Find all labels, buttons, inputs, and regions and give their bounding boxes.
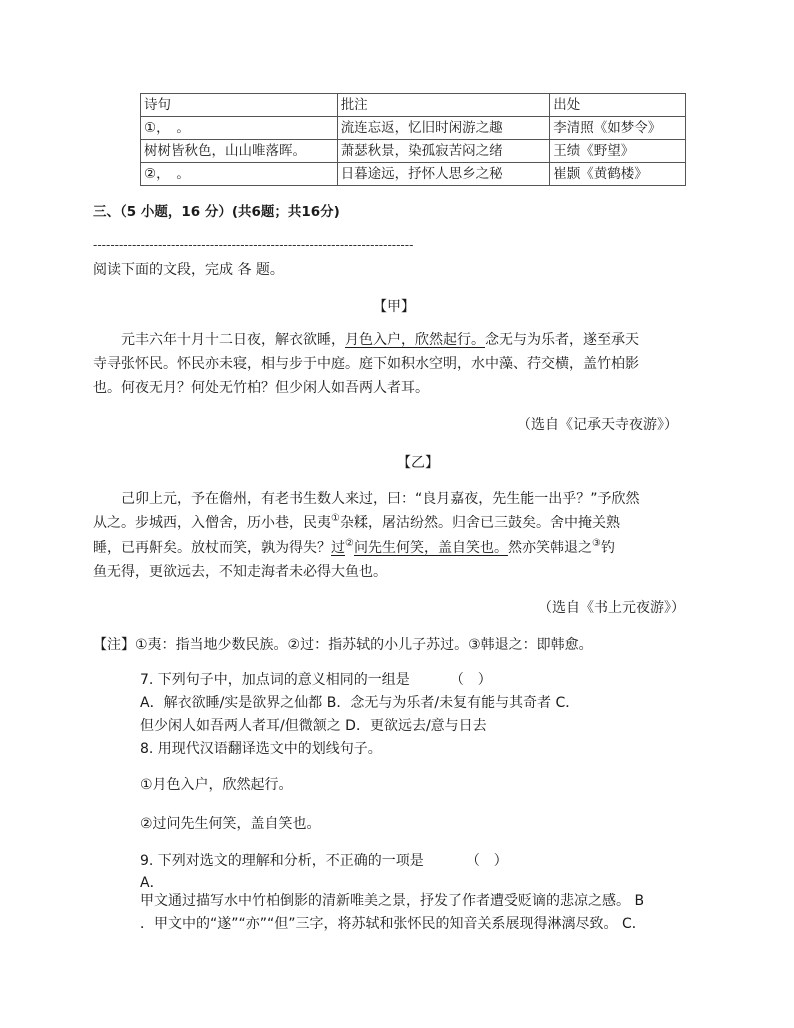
table-header-cell: 批注 bbox=[337, 94, 550, 117]
passage-yi-line bbox=[93, 512, 620, 532]
question-9-options: ．甲文中的“遂”“亦”“但”三字，将苏轼和张怀民的知音关系展现得淋漓尽致。 C． bbox=[140, 916, 646, 932]
text-span: 念无与为乐者，遂至承天 bbox=[485, 332, 639, 348]
footnote-marker: ① bbox=[331, 513, 340, 525]
answer-parentheses: （ ） bbox=[449, 672, 492, 688]
question-9-option-label: A． bbox=[140, 875, 164, 891]
table-row bbox=[141, 163, 686, 186]
table-row bbox=[141, 140, 686, 163]
passage-yi-line: 己卯上元，予在儋州，有老书生数人来过，曰：“良月嘉夜，先生能一出乎？”予欣然 bbox=[121, 491, 640, 507]
reading-instruction: 阅读下面的文段，完成 各 题。 bbox=[93, 262, 284, 278]
table-header-row bbox=[141, 94, 686, 117]
text-span: 元丰六年十月十二日夜，解衣欲睡， bbox=[121, 332, 345, 348]
passage-yi-label: 【乙】 bbox=[397, 455, 439, 471]
underlined-sentence: 月色入户，欣然起行。 bbox=[345, 332, 485, 348]
passage-jia-label: 【甲】 bbox=[373, 299, 415, 315]
question-8-stem: 8. 用现代汉语翻译选文中的划线句子。 bbox=[140, 741, 382, 757]
footnote-marker: ③ bbox=[591, 538, 601, 550]
passage-jia-line: 也。何夜无月？何处无竹柏？但少闲人如吾两人者耳。 bbox=[93, 380, 429, 396]
table-cell: 日暮途远，抒怀人思乡之秘 bbox=[337, 163, 550, 186]
table-row bbox=[141, 117, 686, 140]
table-cell: ②， 。 bbox=[141, 163, 338, 186]
question-7-stem bbox=[140, 669, 492, 689]
separator-line: -------------------------------------------------------------------------- bbox=[93, 238, 414, 252]
annotation-note: 【注】①夷：指当地少数民族。②过：指苏轼的小儿子苏过。③韩退之：即韩愈。 bbox=[93, 637, 593, 653]
poem-table bbox=[140, 93, 686, 186]
table-cell: 萧瑟秋景，染孤寂苦闷之绪 bbox=[337, 140, 550, 163]
question-7-options: A．解衣欲睡/实是欲界之仙都 B．念无与为乐者/未复有能与其奇者 C． bbox=[140, 695, 580, 711]
passage-jia-line bbox=[121, 329, 639, 349]
answer-parentheses: （ ） bbox=[465, 853, 508, 869]
table-cell: 流连忘返，忆旧时闲游之趣 bbox=[337, 117, 550, 140]
section-title: 三、（5 小题，16 分）(共6题；共16分) bbox=[93, 204, 340, 220]
text-span: 7. 下列句子中，加点词的意义相同的一组是 bbox=[140, 672, 410, 688]
footnote-marker: ② bbox=[345, 538, 354, 550]
passage-yi-line: 鱼无得，更欲远去，不知走海者未必得大鱼也。 bbox=[93, 564, 387, 580]
text-span: 钓 bbox=[600, 540, 615, 556]
table-cell: 李清照《如梦令》 bbox=[550, 117, 686, 140]
text-span: 从之。步城西，入僧舍，历小巷，民夷 bbox=[93, 515, 331, 531]
table-header-cell: 出处 bbox=[550, 94, 686, 117]
question-8-item: ①月色入户，欣然起行。 bbox=[140, 777, 293, 793]
table-header-cell: 诗句 bbox=[141, 94, 338, 117]
text-span: 杂糅，屠沽纷然。归舍已三鼓矣。舍中掩关熟 bbox=[339, 515, 620, 531]
table-cell: 崔颢《黄鹤楼》 bbox=[550, 163, 686, 186]
question-7-options: 但少闲人如吾两人者耳/但微颔之 D．更欲远去/意与日去 bbox=[140, 718, 487, 734]
passage-yi-line bbox=[93, 537, 615, 557]
question-8-item: ②过问先生何笑，盖自笑也。 bbox=[140, 816, 321, 832]
passage-jia-source: （选自《记承天寺夜游》） bbox=[517, 417, 678, 433]
question-9-stem bbox=[140, 850, 508, 870]
passage-jia-line: 寺寻张怀民。怀民亦未寝，相与步于中庭。庭下如积水空明，水中藻、荇交横，盖竹柏影 bbox=[93, 356, 639, 372]
underlined-sentence: 问先生何笑，盖自笑也。 bbox=[353, 540, 508, 556]
text-span: 然亦笑韩退之 bbox=[507, 540, 592, 556]
text-span: 9. 下列对选文的理解和分析，不正确的一项是 bbox=[140, 853, 424, 869]
text-span: 睡，已再鼾矣。放杖而笑，孰为得失？ bbox=[93, 540, 331, 556]
passage-yi-source: （选自《书上元夜游》） bbox=[538, 600, 685, 616]
table-cell: 王绩《野望》 bbox=[550, 140, 686, 163]
question-9-options: 甲文通过描写水中竹柏倒影的清新唯美之景，抒发了作者遭受贬谪的悲凉之感。 B bbox=[140, 893, 645, 909]
table-cell: ①， 。 bbox=[141, 117, 338, 140]
table-cell: 树树皆秋色，山山唯落晖。 bbox=[141, 140, 338, 163]
underlined-sentence: 过 bbox=[331, 540, 345, 556]
